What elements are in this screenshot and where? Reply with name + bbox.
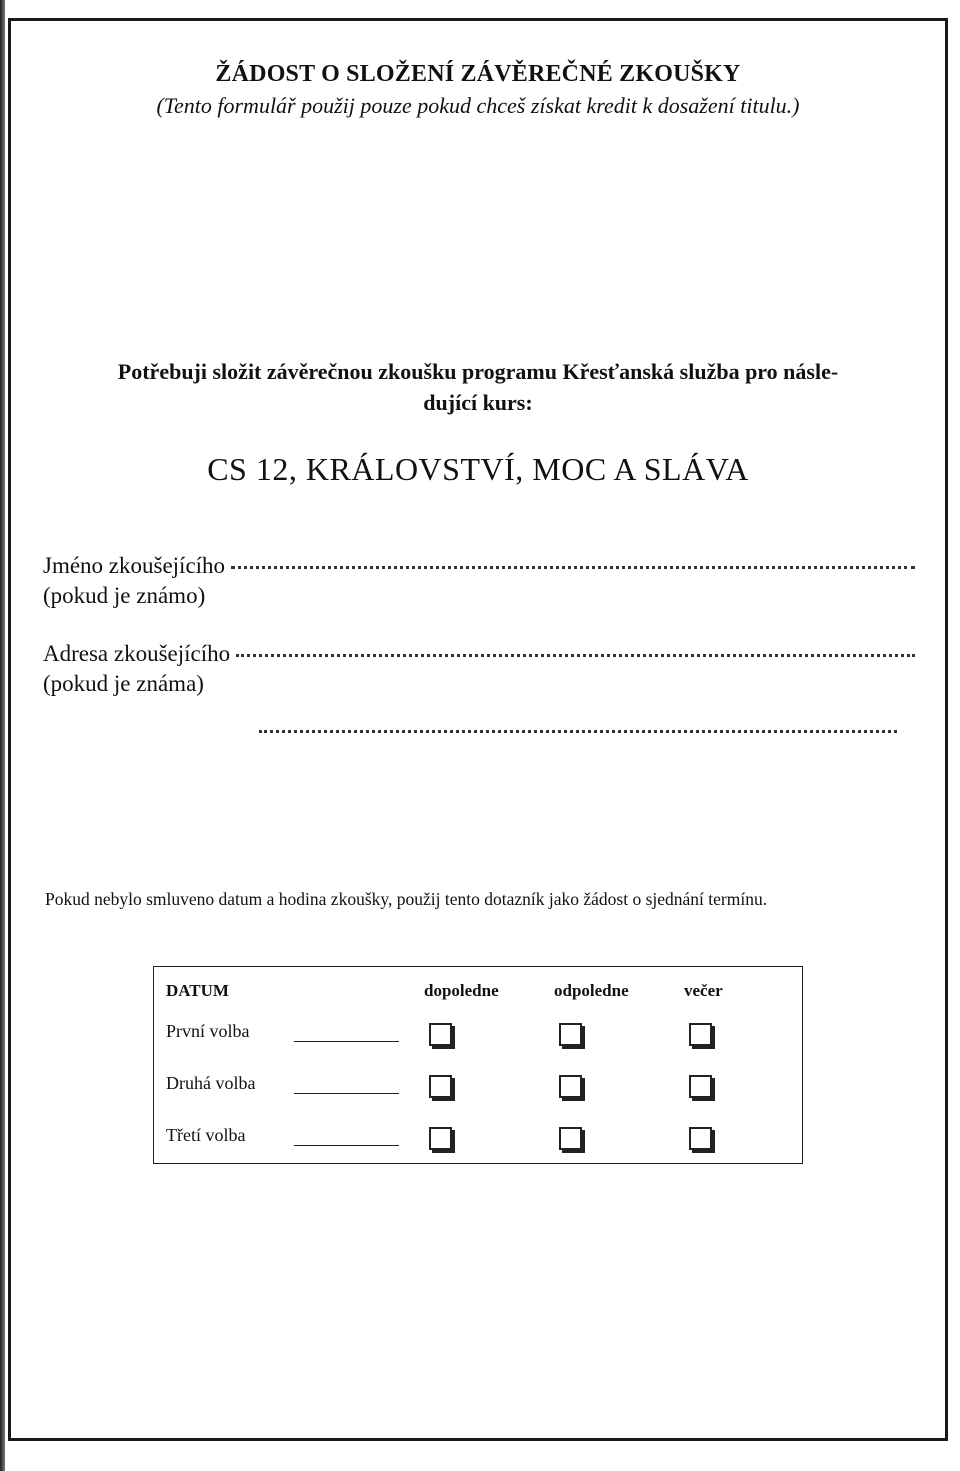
schedule-row bbox=[154, 1073, 802, 1103]
request-text bbox=[51, 356, 905, 418]
schedule-row bbox=[154, 1125, 802, 1155]
row-label-first-choice: První volba bbox=[166, 1021, 250, 1041]
evening-checkbox[interactable] bbox=[689, 1075, 712, 1098]
examiner-address-label: Adresa zkoušejícího bbox=[43, 641, 231, 666]
page-edge-shadow bbox=[0, 0, 5, 1471]
examiner-address-note: (pokud je známa) bbox=[43, 671, 204, 696]
examiner-name-label: Jméno zkoušejícího bbox=[43, 553, 226, 578]
afternoon-checkbox[interactable] bbox=[559, 1127, 582, 1150]
row-label-second-choice: Druhá volba bbox=[166, 1073, 256, 1093]
form-title: ŽÁDOST O SLOŽENÍ ZÁVĚREČNÉ ZKOUŠKY bbox=[215, 61, 741, 87]
evening-checkbox[interactable] bbox=[689, 1023, 712, 1046]
row-label-third-choice: Třetí volba bbox=[166, 1125, 246, 1145]
form-subtitle: (Tento formulář použij pouze pokud chceš získat kredit k dosažení titulu.) bbox=[156, 93, 800, 118]
date-input-line[interactable] bbox=[294, 1041, 399, 1042]
morning-checkbox[interactable] bbox=[429, 1075, 452, 1098]
schedule-row bbox=[154, 1021, 802, 1051]
examiner-address-fill-line-2[interactable] bbox=[259, 729, 897, 733]
examiner-name-fill-line[interactable] bbox=[231, 565, 915, 569]
examiner-name-note: (pokud je známo) bbox=[43, 583, 206, 608]
header-evening: večer bbox=[684, 981, 723, 1000]
request-text-line-2: dující kurs: bbox=[423, 390, 533, 415]
date-input-line[interactable] bbox=[294, 1093, 399, 1094]
header-afternoon: odpoledne bbox=[554, 981, 629, 1000]
scheduling-note: Pokud nebylo smluveno datum a hodina zkoušky, použij tento dotazník jako žádost o sjednání termínu. bbox=[45, 889, 768, 909]
form-frame bbox=[8, 18, 948, 1441]
morning-checkbox[interactable] bbox=[429, 1023, 452, 1046]
request-text-line-1: Potřebuji složit závěrečnou zkoušku programu Křesťanská služba pro násle- bbox=[117, 359, 839, 384]
schedule-table bbox=[153, 966, 803, 1164]
header-date: DATUM bbox=[166, 981, 229, 1000]
evening-checkbox[interactable] bbox=[689, 1127, 712, 1150]
course-title: CS 12, KRÁLOVSTVÍ, MOC A SLÁVA bbox=[207, 451, 749, 487]
afternoon-checkbox[interactable] bbox=[559, 1023, 582, 1046]
header-morning: dopoledne bbox=[424, 981, 499, 1000]
afternoon-checkbox[interactable] bbox=[559, 1075, 582, 1098]
morning-checkbox[interactable] bbox=[429, 1127, 452, 1150]
examiner-name-field[interactable] bbox=[43, 551, 915, 611]
date-input-line[interactable] bbox=[294, 1145, 399, 1146]
examiner-address-fill-line[interactable] bbox=[236, 653, 915, 657]
examiner-address-field[interactable] bbox=[43, 639, 915, 699]
